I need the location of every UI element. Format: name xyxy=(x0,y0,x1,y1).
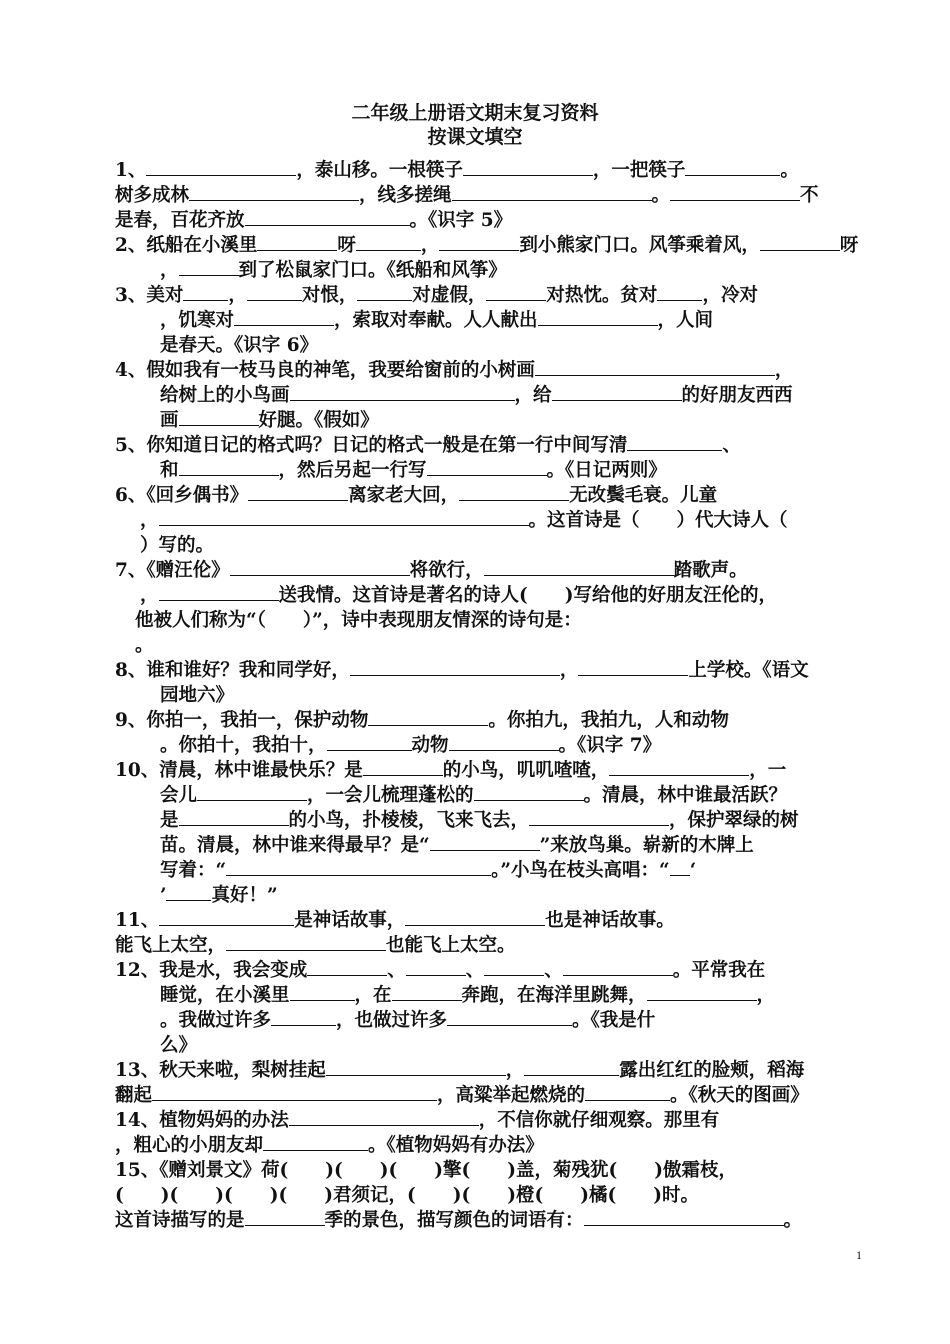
question-text: ，线多搓绳 xyxy=(359,185,452,206)
question-text: 园地六》 xyxy=(160,685,235,706)
question-text: ， xyxy=(420,235,440,256)
question-text: ，不信你就仔细观察。那里有 xyxy=(478,1110,720,1131)
question-text: 、 xyxy=(722,435,741,456)
answer-blank[interactable] xyxy=(179,408,259,426)
question-line xyxy=(115,708,729,733)
question-text: 踏歌声。 xyxy=(673,560,748,581)
question-text: 。《日记两则》 xyxy=(546,460,667,481)
question-text: 的小鸟，叽叽喳喳， xyxy=(442,760,610,781)
question-text: 上学校。《语文 xyxy=(688,660,809,681)
question-line xyxy=(160,408,379,433)
question-line xyxy=(115,558,748,583)
answer-blank[interactable] xyxy=(439,233,519,251)
answer-blank[interactable] xyxy=(179,808,289,826)
question-text: ，索取对奉献。人人献出 xyxy=(334,310,538,331)
question-text: ， xyxy=(160,260,179,281)
question-text: 他被人们称为“（ ）”，诗中表现朋友情深的诗句是： xyxy=(135,610,582,631)
answer-blank[interactable] xyxy=(263,1133,368,1151)
answer-blank[interactable] xyxy=(271,1008,336,1026)
question-text: ，泰山移。一根筷子 xyxy=(296,160,463,181)
question-text: 会儿 xyxy=(160,785,198,806)
question-text: 是春，百花齐放 xyxy=(115,210,245,231)
question-text: 离家老大回， xyxy=(348,485,460,506)
question-text: ， xyxy=(140,510,159,531)
question-text: 呀 xyxy=(337,235,356,256)
question-text: ，饥寒对 xyxy=(160,310,235,331)
question-text: ，冷对 xyxy=(702,285,758,306)
question-text: ， xyxy=(559,660,579,681)
question-text: 将欲行， xyxy=(409,560,484,581)
question-text: 是神话故事， xyxy=(294,910,406,931)
question-line xyxy=(115,908,675,933)
question-line xyxy=(160,683,234,708)
question-text: 。这首诗是（ ）代大诗人（ xyxy=(528,510,788,531)
question-line xyxy=(140,508,788,533)
answer-blank[interactable] xyxy=(159,508,529,526)
question-line xyxy=(115,1058,804,1083)
question-text: 9、你拍一，我拍一，保护动物 xyxy=(115,710,369,731)
question-text: 对恨， xyxy=(301,285,358,306)
question-text: 3、美对 xyxy=(115,285,184,306)
question-text: 。 xyxy=(135,635,154,656)
question-text: ’ xyxy=(160,885,167,906)
answer-blank[interactable] xyxy=(474,783,584,801)
question-text: 。我做过许多 xyxy=(160,1010,272,1031)
question-line xyxy=(160,458,667,483)
question-line xyxy=(160,1033,197,1058)
question-line xyxy=(160,733,661,758)
answer-blank[interactable] xyxy=(197,783,307,801)
answer-blank[interactable] xyxy=(535,358,775,376)
question-text: 11、 xyxy=(115,910,160,931)
question-text: 。”小鸟在枝头高唱：“ xyxy=(491,860,670,881)
question-text: 么》 xyxy=(160,1035,198,1056)
answer-blank[interactable] xyxy=(427,458,547,476)
question-text: 对虚假， xyxy=(412,285,487,306)
question-text: ，也做过许多 xyxy=(336,1010,448,1031)
question-text: 8、谁和谁好？我和同学好， xyxy=(115,660,350,681)
question-line xyxy=(115,933,516,958)
answer-blank[interactable] xyxy=(368,708,488,726)
question-text: 奔跑，在海洋里跳舞， xyxy=(461,985,647,1006)
answer-blank[interactable] xyxy=(563,958,673,976)
question-line xyxy=(160,783,787,808)
question-text: ‘ xyxy=(689,860,697,881)
question-text: 翻起 xyxy=(115,1085,153,1106)
page-number: 1 xyxy=(856,1248,862,1262)
answer-blank[interactable] xyxy=(146,158,296,176)
answer-blank[interactable] xyxy=(363,758,443,776)
question-text: 4、假如我有一枝马良的神笔，我要给窗前的小树画 xyxy=(115,360,535,381)
question-line xyxy=(115,208,512,233)
question-line xyxy=(115,1208,802,1233)
question-text: 露出红红的脸颊，稻海 xyxy=(619,1060,805,1081)
answer-blank[interactable] xyxy=(524,1058,619,1076)
answer-blank[interactable] xyxy=(406,958,466,976)
answer-blank[interactable] xyxy=(226,933,386,951)
question-text: 。《秋天的图画》 xyxy=(670,1085,809,1106)
question-line xyxy=(115,658,809,683)
answer-blank[interactable] xyxy=(392,983,462,1001)
answer-blank[interactable] xyxy=(357,283,412,301)
question-line xyxy=(115,1158,737,1183)
answer-blank[interactable] xyxy=(245,208,410,226)
question-text: 对热忱。贫对 xyxy=(546,285,658,306)
question-text: ， xyxy=(756,985,776,1006)
question-text: ， xyxy=(774,360,794,381)
question-text: 季的景色，描写颜色的词语有： xyxy=(324,1210,584,1231)
question-text: 的小鸟，扑棱棱，飞来飞去， xyxy=(288,810,530,831)
question-text: 10、清晨，林中谁最快乐？是 xyxy=(115,760,363,781)
question-line xyxy=(115,433,741,458)
question-text: 苗。清晨，林中谁来得最早？是“ xyxy=(160,835,430,856)
answer-blank[interactable] xyxy=(247,283,302,301)
question-line xyxy=(160,308,713,333)
question-text: 。清晨，林中谁最活跃？ xyxy=(583,785,788,806)
question-line xyxy=(160,258,507,283)
question-text: 也是神话故事。 xyxy=(545,910,675,931)
question-text: 14、植物妈妈的办法 xyxy=(115,1110,289,1131)
question-text: 。你拍九，我拍九，人和动物 xyxy=(488,710,729,731)
answer-blank[interactable] xyxy=(484,558,674,576)
question-line xyxy=(115,958,765,983)
answer-blank[interactable] xyxy=(152,1083,437,1101)
question-line xyxy=(115,1108,719,1133)
answer-blank[interactable] xyxy=(685,158,780,176)
answer-blank[interactable] xyxy=(657,283,702,301)
answer-blank[interactable] xyxy=(248,483,348,501)
question-text: 到小熊家门口。风筝乘着风， xyxy=(519,235,760,256)
question-text: 睡觉，在小溪里 xyxy=(160,985,290,1006)
question-text: 也能飞上太空。 xyxy=(386,935,516,956)
question-line xyxy=(115,1183,699,1208)
question-text: 送我情。这首诗是著名的诗人( )写给他的好朋友汪伦的， xyxy=(278,585,778,606)
answer-blank[interactable] xyxy=(183,283,228,301)
question-text: 无改鬓毛衰。儿童 xyxy=(569,485,718,506)
question-line xyxy=(135,633,154,658)
question-text: 呀 xyxy=(839,235,859,256)
question-line xyxy=(140,583,777,608)
question-text: ，然后另起一行写 xyxy=(278,460,427,481)
question-line xyxy=(115,1133,544,1158)
question-text: 13、秋天来啦，梨树挂起 xyxy=(115,1060,326,1081)
answer-blank[interactable] xyxy=(226,858,491,876)
answer-blank[interactable] xyxy=(179,458,279,476)
answer-blank[interactable] xyxy=(552,383,682,401)
question-line xyxy=(160,858,696,883)
answer-blank[interactable] xyxy=(760,233,840,251)
answer-blank[interactable] xyxy=(585,1083,670,1101)
question-text: ，一 xyxy=(749,760,787,781)
answer-blank[interactable] xyxy=(356,233,421,251)
answer-blank[interactable] xyxy=(670,183,800,201)
question-line xyxy=(160,1008,655,1033)
answer-blank[interactable] xyxy=(584,1208,784,1226)
question-text: 真好！” xyxy=(211,885,278,906)
answer-blank[interactable] xyxy=(189,183,359,201)
question-text: ，给 xyxy=(514,385,552,406)
answer-blank[interactable] xyxy=(452,183,652,201)
question-text: 是春天。《识字 6》 xyxy=(160,335,319,356)
question-text: ， xyxy=(140,585,159,606)
question-line xyxy=(135,608,582,633)
answer-blank[interactable] xyxy=(350,658,560,676)
answer-blank[interactable] xyxy=(484,958,544,976)
question-text: 1、 xyxy=(115,160,147,181)
question-text: ，在 xyxy=(354,985,392,1006)
question-text: 是 xyxy=(160,810,179,831)
question-line xyxy=(115,483,717,508)
question-line xyxy=(115,233,858,258)
question-text: 15、《赠刘景文》荷( )( )( )擎( )盖，菊残犹( )傲霜枝， xyxy=(115,1160,738,1181)
question-text: 。 xyxy=(780,160,799,181)
answer-blank[interactable] xyxy=(430,833,540,851)
answer-blank[interactable] xyxy=(463,158,593,176)
question-line xyxy=(115,1083,809,1108)
question-line xyxy=(160,808,799,833)
answer-blank[interactable] xyxy=(405,908,545,926)
answer-blank[interactable] xyxy=(449,733,559,751)
question-text: 、 xyxy=(544,960,563,981)
question-text: 。 xyxy=(651,185,671,206)
question-text: 6、《回乡偶书》 xyxy=(115,485,249,506)
question-text: ，保护翠绿的树 xyxy=(669,810,799,831)
answer-blank[interactable] xyxy=(159,583,279,601)
question-text: 。你拍十，我拍十， xyxy=(160,735,327,756)
answer-blank[interactable] xyxy=(159,908,294,926)
question-text: 动物 xyxy=(411,735,449,756)
question-text: 7、《赠汪伦》 xyxy=(115,560,230,581)
question-text: 的好朋友西西 xyxy=(681,385,793,406)
question-text: 5、你知道日记的格式吗？日记的格式一般是在第一行中间写清 xyxy=(115,435,628,456)
question-text: 和 xyxy=(160,460,179,481)
question-line xyxy=(160,833,754,858)
answer-blank[interactable] xyxy=(166,883,211,901)
answer-blank[interactable] xyxy=(234,308,334,326)
question-text: ( )( )( )( )君须记，( )( )橙( )橘( )时。 xyxy=(115,1185,700,1206)
question-text: 。平常我在 xyxy=(672,960,766,981)
question-line xyxy=(160,383,793,408)
question-line xyxy=(115,358,793,383)
page-title: 二年级上册语文期末复习资料 xyxy=(351,102,599,124)
question-text: 树多成林 xyxy=(115,185,190,206)
answer-blank[interactable] xyxy=(230,558,410,576)
page-subtitle: 按课文填空 xyxy=(427,126,523,148)
answer-blank[interactable] xyxy=(290,983,355,1001)
question-line xyxy=(160,983,775,1008)
question-text: ，一会儿梳理蓬松的 xyxy=(307,785,474,806)
question-text: 画 xyxy=(160,410,179,431)
question-text: ， xyxy=(505,1060,525,1081)
question-text: 。《识字 7》 xyxy=(558,735,662,756)
answer-blank[interactable] xyxy=(670,858,690,876)
answer-blank[interactable] xyxy=(179,258,239,276)
answer-blank[interactable] xyxy=(627,433,722,451)
question-line xyxy=(160,333,318,358)
question-text: ， xyxy=(228,285,247,306)
answer-blank[interactable] xyxy=(257,233,337,251)
answer-blank[interactable] xyxy=(578,658,688,676)
question-text: 到了松鼠家门口。《纸船和风筝》 xyxy=(238,260,507,281)
question-text: ，一把筷子 xyxy=(592,160,686,181)
question-text: 2、纸船在小溪里 xyxy=(115,235,258,256)
question-text: 。《我是什 xyxy=(572,1010,656,1031)
question-line xyxy=(115,158,799,183)
answer-blank[interactable] xyxy=(245,1208,325,1226)
answer-blank[interactable] xyxy=(307,958,387,976)
answer-blank[interactable] xyxy=(538,308,658,326)
answer-blank[interactable] xyxy=(486,283,546,301)
question-text: ，高粱举起燃烧的 xyxy=(437,1085,586,1106)
question-text: 。《植物妈妈有办法》 xyxy=(368,1135,544,1156)
answer-blank[interactable] xyxy=(447,1008,572,1026)
answer-blank[interactable] xyxy=(327,733,412,751)
answer-blank[interactable] xyxy=(529,808,669,826)
answer-blank[interactable] xyxy=(609,758,749,776)
question-text: ）写的。 xyxy=(140,535,215,556)
question-text: 能飞上太空， xyxy=(115,935,227,956)
question-text: 好腿。《假如》 xyxy=(258,410,379,431)
question-text: 不 xyxy=(800,185,819,206)
question-line xyxy=(160,883,278,908)
answer-blank[interactable] xyxy=(459,483,569,501)
answer-blank[interactable] xyxy=(289,1108,479,1126)
question-text: 。 xyxy=(783,1210,803,1231)
question-text: 。《识字 5》 xyxy=(409,210,513,231)
answer-blank[interactable] xyxy=(326,1058,506,1076)
question-text: 、 xyxy=(465,960,485,981)
question-line xyxy=(140,533,214,558)
question-line xyxy=(115,758,786,783)
question-text: ，粗心的小朋友却 xyxy=(115,1135,264,1156)
question-line xyxy=(115,283,758,308)
question-text: 、 xyxy=(387,960,406,981)
question-text: 这首诗描写的是 xyxy=(115,1210,245,1231)
question-text: 12、我是水，我会变成 xyxy=(115,960,308,981)
question-text: ”来放鸟巢。崭新的木牌上 xyxy=(539,835,754,856)
question-text: 写着：“ xyxy=(160,860,227,881)
question-text: 给树上的小鸟画 xyxy=(160,385,290,406)
answer-blank[interactable] xyxy=(290,383,515,401)
answer-blank[interactable] xyxy=(647,983,757,1001)
question-text: ，人间 xyxy=(657,310,714,331)
question-line xyxy=(115,183,819,208)
